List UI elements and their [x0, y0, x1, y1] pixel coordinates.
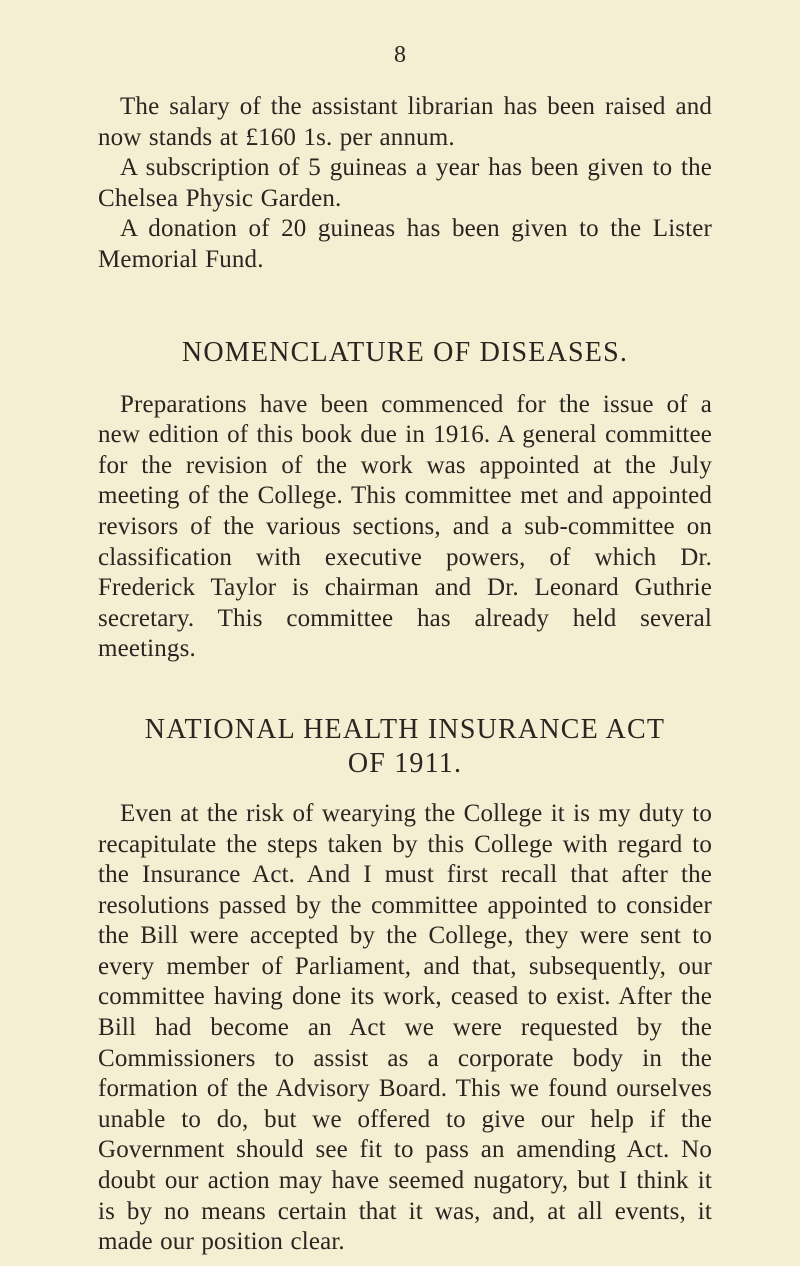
- nomenclature-section: [98, 336, 712, 665]
- page-content: [98, 92, 712, 1258]
- insurance-act-heading: [98, 713, 712, 781]
- intro-section: [98, 92, 712, 276]
- subscription-paragraph: A subscription of 5 guineas a year has been given to the Chelsea Physic Garden.: [98, 154, 712, 212]
- insurance-act-heading-line-2: OF 1911.: [347, 747, 463, 779]
- nomenclature-paragraph: Preparations have been commenced for the issue of a new edition of this book due in 1916. A general committee for the revision of the work was appointed at the July meeting of the College. This committee met and appointed revisors of the various sections, and a sub-committee on classification with executive powers, of which Dr. Frederick Taylor is chairman and Dr. Leonard Guthrie secretary. This committee has already held several meetings.: [98, 390, 712, 663]
- insurance-act-heading-line-1: NATIONAL HEALTH INSURANCE ACT: [144, 713, 666, 745]
- insurance-act-section: [98, 713, 712, 1258]
- nomenclature-heading: NOMENCLATURE OF DISEASES.: [181, 336, 629, 368]
- page-number: 8: [394, 42, 406, 68]
- salary-paragraph: The salary of the assistant librarian has been raised and now stands at £160 1s. per annum.: [98, 93, 712, 151]
- insurance-act-paragraph: Even at the risk of wearying the College it is my duty to recapitulate the steps taken by this College with regard to the Insurance Act. And I must first recall that after the resolutions passed by the committee appointed to consider the Bill were accepted by the College, they were sent to every member of Parliament, and that, subsequently, our committee having done its work, ceased to exist. After the Bill had become an Act we were requested by the Commissioners to assist as a corporate body in the formation of the Advisory Board. This we found ourselves unable to do, but we offered to give our help if the Government should see fit to pass an amending Act. No doubt our action may have seemed nugatory, but I think it is by no means certain that it was, and, at all events, it made our position clear.: [98, 799, 712, 1256]
- donation-paragraph: A donation of 20 guineas has been given to the Lister Memorial Fund.: [98, 215, 712, 273]
